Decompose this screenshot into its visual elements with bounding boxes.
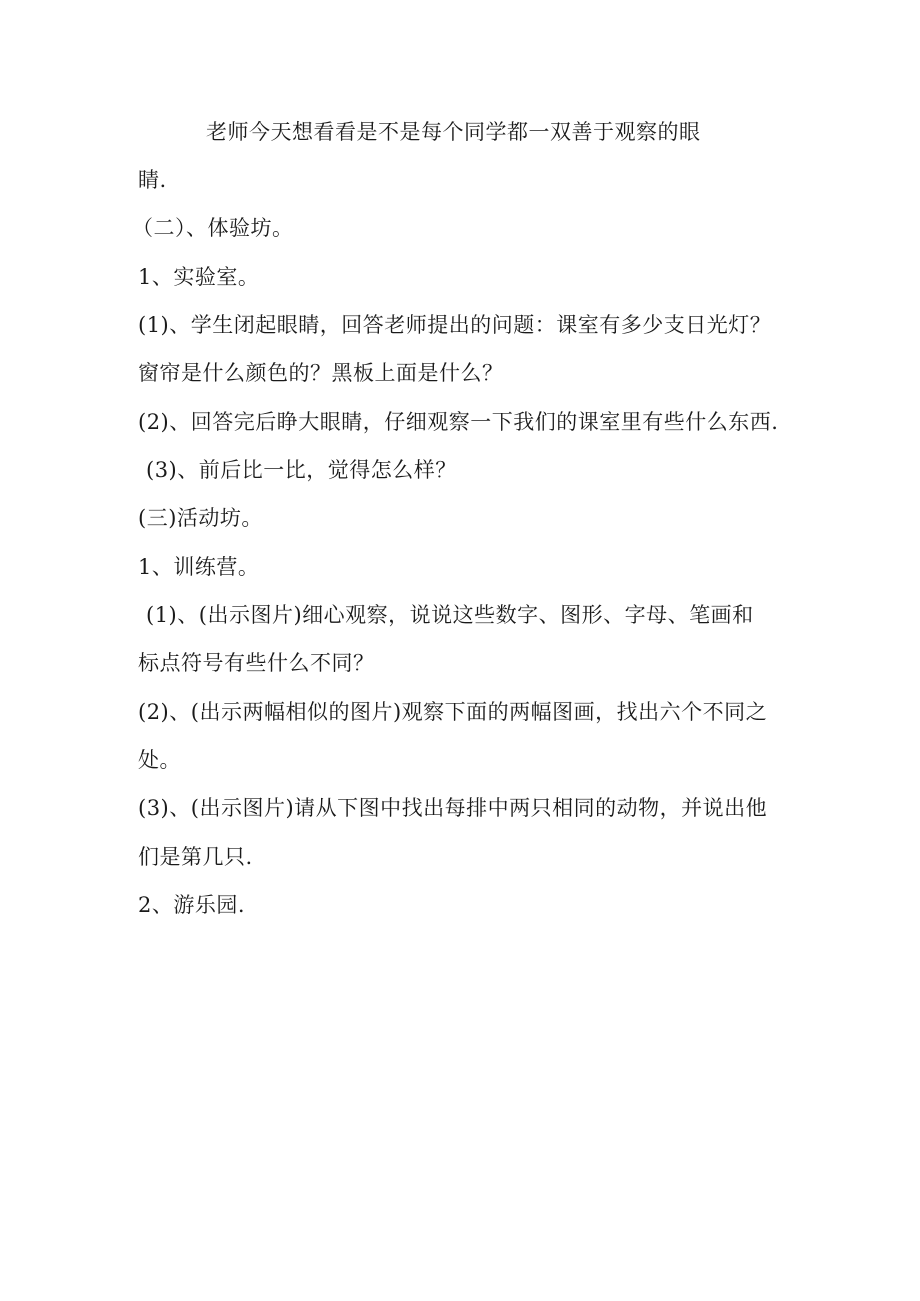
text-line-7: (2)、回答完后睁大眼睛，仔细观察一下我们的课室里有些什么东西.: [138, 410, 779, 434]
section-heading-2: （二）、体验坊。: [132, 216, 294, 240]
subsection-heading-playground: 2、游乐园.: [138, 893, 246, 917]
text-line-15: (3)、(出示图片)请从下图中找出每排中两只相同的动物，并说出他: [138, 796, 768, 820]
text-line-13: (2)、(出示两幅相似的图片)观察下面的两幅图画，找出六个不同之: [138, 700, 768, 724]
text-line-12: 标点符号有些什么不同？: [138, 651, 375, 675]
text-line-8: (3)、前后比一比，觉得怎么样？: [146, 458, 457, 482]
text-line-5: (1)、学生闭起眼睛，回答老师提出的问题：课室有多少支日光灯？: [138, 313, 772, 337]
text-line-14: 处。: [138, 748, 181, 772]
subsection-heading-lab: 1、实验室。: [138, 265, 260, 289]
text-line-2: 睛.: [138, 168, 167, 192]
text-line-16: 们是第几只.: [138, 845, 253, 869]
subsection-heading-training: 1、训练营。: [138, 555, 260, 579]
text-line-1: 老师今天想看看是不是每个同学都一双善于观察的眼: [206, 120, 701, 144]
text-line-6: 窗帘是什么颜色的？黑板上面是什么？: [138, 361, 504, 385]
text-line-11: (1)、(出示图片)细心观察，说说这些数字、图形、字母、笔画和: [146, 603, 754, 627]
section-heading-3: (三)活动坊。: [138, 506, 263, 530]
